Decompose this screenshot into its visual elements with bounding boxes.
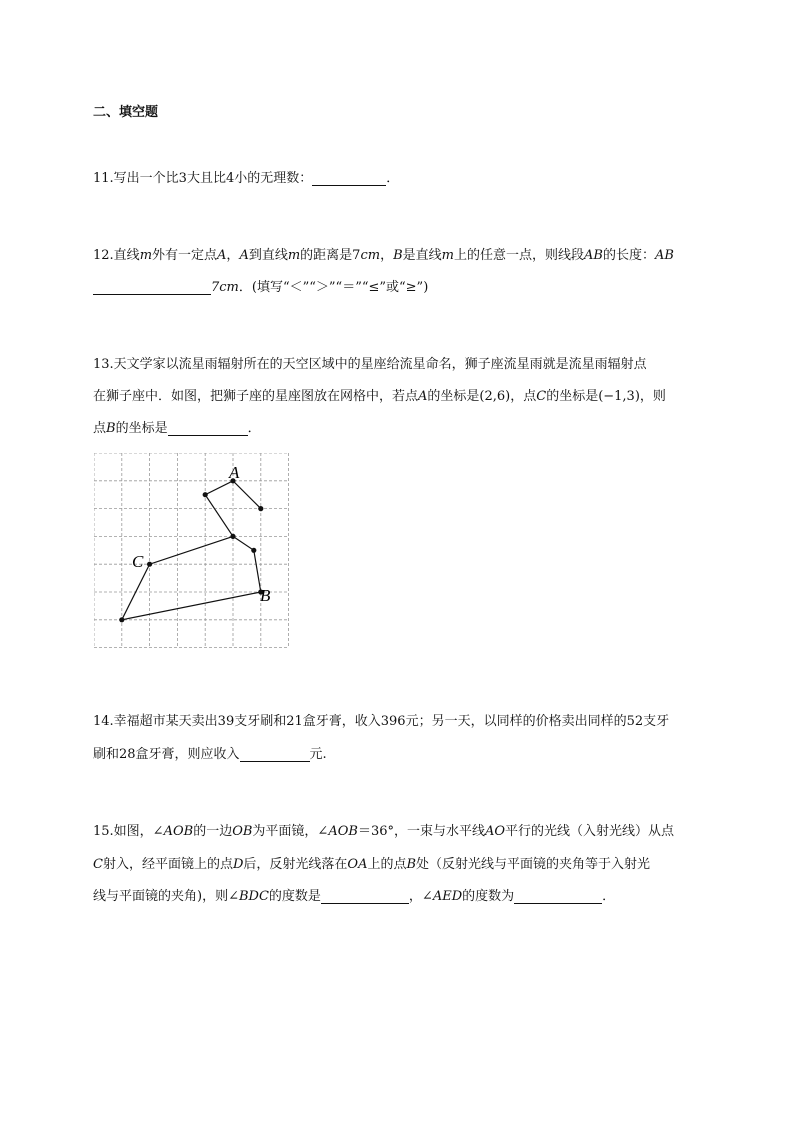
constellation-figure (94, 453, 290, 649)
q12-var: m (139, 248, 153, 263)
q11-end: ． (386, 171, 400, 186)
q15-var: OB (232, 824, 253, 839)
q13-var: A (418, 389, 428, 404)
question-13-line2 (93, 385, 666, 404)
q15-var: AOB (163, 824, 194, 839)
point-label-b: B (260, 586, 271, 605)
q12-num: 7 (211, 280, 220, 295)
q12-text: 到直线 (248, 248, 288, 263)
q12-text: ， (380, 248, 394, 263)
q15-var: AO (484, 824, 506, 839)
question-15-line2 (93, 853, 650, 872)
q13-var: C (536, 389, 547, 404)
q14-answer-blank[interactable] (240, 747, 310, 762)
q15-var: AOB (328, 824, 358, 839)
q13-text: 的坐标是 (115, 421, 168, 436)
question-14-line2 (93, 743, 327, 762)
q13-text: 的坐标是(2,6)，点 (427, 389, 537, 404)
section-title: 二、填空题 (93, 105, 159, 120)
q15-var: BDC (238, 889, 269, 904)
q15-text: 上的点 (367, 857, 407, 872)
q13-text: 在狮子座中．如图，把狮子座的星座图放在网格中，若点 (93, 389, 419, 404)
q12-var: B (393, 248, 403, 263)
q15-var: B (406, 857, 417, 872)
q12-text: 上的任意一点，则线段 (453, 248, 584, 263)
q12-text: 外有一定点 (152, 248, 218, 263)
q15-var: OA (347, 857, 368, 872)
q12-var: A (217, 248, 227, 263)
q12-var: m (287, 248, 301, 263)
q12-text: 的距离是7 (300, 248, 361, 263)
q15-var: AED (432, 889, 463, 904)
point-label-a: A (229, 463, 240, 482)
q15-text: 15.如图，∠ (93, 824, 164, 839)
q15-text: 平行的光线（入射光线）从点 (505, 824, 675, 839)
q12-var: AB (654, 248, 674, 263)
q12-unit: cm (360, 248, 381, 263)
question-15-line1 (93, 820, 674, 839)
q15-text: 线与平面镜的夹角)，则∠ (93, 889, 239, 904)
q13-var: B (106, 421, 116, 436)
q15-text: ，∠ (408, 889, 433, 904)
q15-text: 的度数是 (268, 889, 321, 904)
point-label-c: C (132, 552, 144, 571)
q15-answer-blank-1[interactable] (321, 889, 409, 904)
question-14-line1: 14.幸福超市某天卖出39支牙刷和21盒牙膏，收入396元；另一天，以同样的价格卖出同样的52支牙 (93, 714, 670, 729)
q14-end: 元. (309, 747, 327, 762)
q13-text: 的坐标是(−1,3)，则 (546, 389, 666, 404)
question-12-line1 (93, 244, 674, 263)
question-11 (93, 167, 399, 186)
question-13-line1: 13.天文学家以流星雨辐射所在的天空区域中的星座给流星命名，狮子座流星雨就是流星雨辐射点 (93, 357, 647, 372)
q13-answer-blank[interactable] (168, 421, 248, 436)
q15-text: 的一边 (193, 824, 233, 839)
q12-var: m (441, 248, 454, 263)
q15-var: D (232, 857, 244, 872)
q15-var: C (93, 857, 103, 872)
constellation-lines (122, 481, 261, 620)
q15-answer-blank-2[interactable] (514, 889, 602, 904)
question-13-line3 (93, 417, 261, 436)
q11-text: 11.写出一个比3大且比4小的无理数： (93, 171, 313, 186)
q12-text: 是直线 (402, 248, 442, 263)
q15-text: ＝36°，一束与水平线 (357, 824, 485, 839)
q12-text: 12.直线 (93, 248, 140, 263)
q11-answer-blank[interactable] (312, 171, 386, 186)
q12-var: A (239, 248, 249, 263)
q15-text: 射入，经平面镜上的点 (102, 857, 233, 872)
q15-text: 为平面镜，∠ (252, 824, 329, 839)
q15-end: ． (602, 889, 616, 904)
q12-text: ， (226, 248, 240, 263)
q12-text: 的长度： (602, 248, 655, 263)
question-12-line2 (93, 276, 428, 295)
q12-answer-blank[interactable] (93, 280, 211, 295)
q12-instructions: ．(填写“＜”“＞”“＝”“≤”或“≥”) (238, 280, 429, 295)
q14-text: 刷和28盒牙膏，则应收入 (93, 747, 240, 762)
q13-end: ． (247, 421, 261, 436)
q13-text: 点 (93, 421, 107, 436)
q15-text: 后，反射光线落在 (243, 857, 348, 872)
q15-text: 的度数为 (462, 889, 515, 904)
q12-var: AB (584, 248, 603, 263)
question-15-line3 (93, 885, 615, 904)
q12-unit: cm (219, 280, 239, 295)
q15-text: 处（反射光线与平面镜的夹角等于入射光 (416, 857, 651, 872)
